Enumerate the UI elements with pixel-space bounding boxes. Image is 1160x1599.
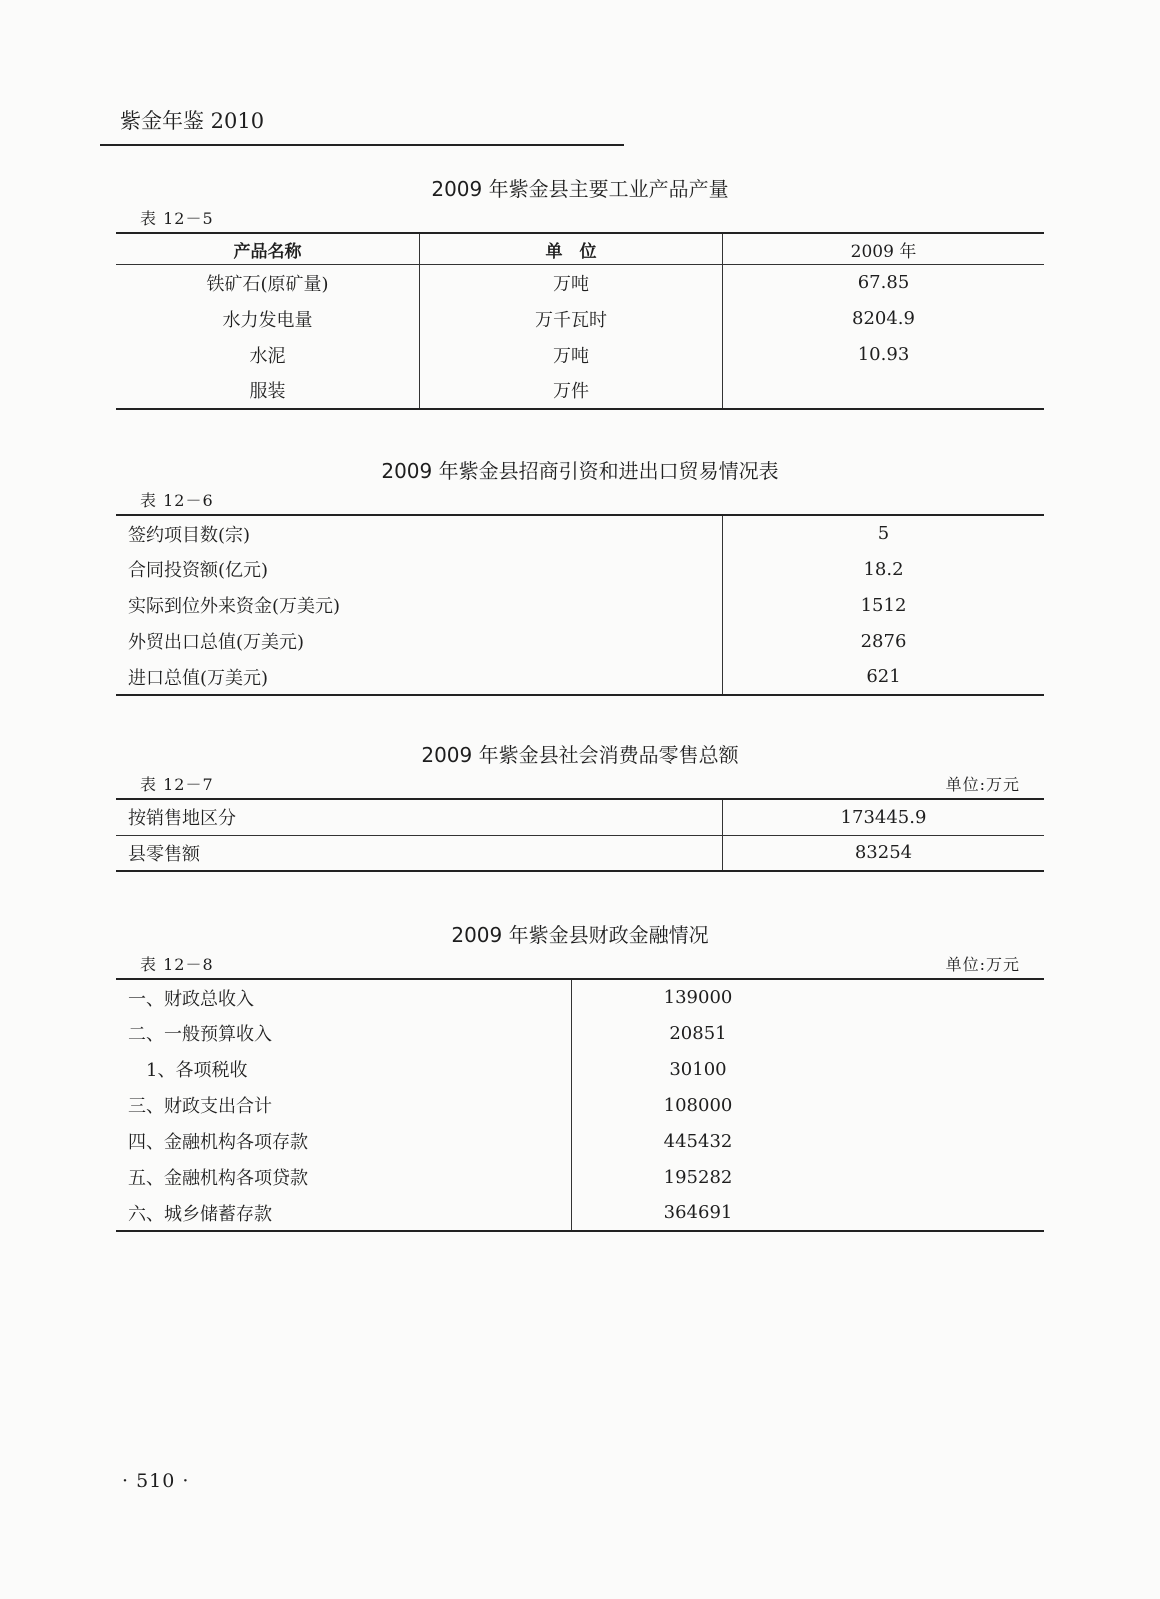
table-cell — [723, 373, 1045, 409]
table-cell: 20851 — [572, 1015, 1045, 1051]
section-table-12-6 — [116, 456, 1044, 696]
table-cell: 四、金融机构各项存款 — [128, 1132, 308, 1153]
table-cell: 108000 — [572, 1087, 1045, 1123]
column-header: 2009 年 — [723, 233, 1045, 265]
table-number: 表 12－8 — [140, 955, 214, 974]
table-row — [116, 1015, 1044, 1051]
table-row — [116, 551, 1044, 587]
table-cell: 364691 — [572, 1195, 1045, 1231]
column-header: 单 位 — [420, 233, 723, 265]
table-title: 2009 年紫金县招商引资和进出口贸易情况表 — [381, 459, 779, 483]
table-cell: 六、城乡储蓄存款 — [128, 1203, 272, 1225]
table-cell: 水泥 — [249, 345, 286, 367]
table-row — [116, 799, 1044, 835]
table-cell: 173445.9 — [723, 799, 1045, 835]
table-title: 2009 年紫金县财政金融情况 — [451, 923, 709, 947]
table-cell: 万吨 — [420, 265, 723, 301]
table-12-5 — [116, 232, 1044, 410]
table-12-6 — [116, 514, 1044, 696]
table-row — [116, 265, 1044, 301]
table-12-8 — [116, 978, 1044, 1232]
table-cell: 10.93 — [723, 337, 1045, 373]
table-cell: 30100 — [572, 1051, 1045, 1087]
table-number: 表 12－7 — [140, 775, 214, 794]
table-title: 2009 年紫金县社会消费品零售总额 — [421, 743, 739, 767]
table-cell: 进口总值(万美元) — [128, 667, 269, 689]
running-header: 紫金年鉴 2010 — [120, 109, 265, 133]
table-cell: 8204.9 — [723, 301, 1045, 337]
table-row — [116, 337, 1044, 373]
table-row — [116, 373, 1044, 409]
table-cell: 1512 — [723, 587, 1045, 623]
table-cell: 2876 — [723, 623, 1045, 659]
table-cell: 按销售地区分 — [116, 799, 723, 835]
table-cell: 实际到位外来资金(万美元) — [128, 596, 341, 617]
table-number: 表 12－6 — [140, 491, 214, 510]
unit-label: 单位:万元 — [945, 775, 1020, 794]
table-row — [116, 515, 1044, 551]
table-cell: 195282 — [572, 1159, 1045, 1195]
table-cell: 三、财政支出合计 — [128, 1096, 272, 1117]
table-cell: 万千瓦时 — [420, 301, 723, 337]
table-number: 表 12－5 — [140, 209, 214, 228]
table-title: 2009 年紫金县主要工业产品产量 — [431, 177, 729, 201]
table-row — [116, 1051, 1044, 1087]
table-cell: 五、金融机构各项贷款 — [128, 1168, 308, 1189]
table-cell: 万件 — [420, 373, 723, 409]
table-cell: 18.2 — [723, 551, 1045, 587]
table-row — [116, 301, 1044, 337]
table-cell: 二、一般预算收入 — [128, 1024, 272, 1045]
unit-label: 单位:万元 — [945, 955, 1020, 974]
table-row — [116, 659, 1044, 695]
table-cell: 139000 — [572, 979, 1045, 1015]
table-row — [116, 979, 1044, 1015]
table-cell: 万吨 — [420, 337, 723, 373]
table-row — [116, 623, 1044, 659]
table-cell: 445432 — [572, 1123, 1045, 1159]
table-row — [116, 587, 1044, 623]
section-table-12-8 — [116, 920, 1044, 1232]
table-row — [116, 835, 1044, 871]
table-cell: 合同投资额(亿元) — [128, 560, 269, 581]
table-cell: 外贸出口总值(万美元) — [128, 632, 305, 653]
header-rule — [100, 144, 624, 146]
table-row — [116, 1159, 1044, 1195]
table-12-7 — [116, 798, 1044, 872]
table-cell: 签约项目数(宗) — [128, 524, 251, 546]
section-table-12-5 — [116, 174, 1044, 410]
table-cell: 县零售额 — [128, 843, 200, 865]
table-cell: 1、各项税收 — [146, 1060, 248, 1081]
table-cell: 铁矿石(原矿量) — [206, 273, 329, 295]
section-table-12-7 — [116, 740, 1044, 872]
table-cell: 服装 — [249, 381, 286, 402]
table-cell: 621 — [723, 659, 1045, 695]
table-cell: 83254 — [723, 835, 1045, 871]
table-cell: 5 — [723, 515, 1045, 551]
column-header: 产品名称 — [116, 233, 420, 265]
table-cell: 水力发电量 — [222, 309, 313, 331]
table-row — [116, 1123, 1044, 1159]
table-cell: 一、财政总收入 — [128, 988, 254, 1010]
table-cell: 67.85 — [723, 265, 1045, 301]
table-row — [116, 1087, 1044, 1123]
page-number: · 510 · — [122, 1470, 190, 1492]
table-row — [116, 1195, 1044, 1231]
